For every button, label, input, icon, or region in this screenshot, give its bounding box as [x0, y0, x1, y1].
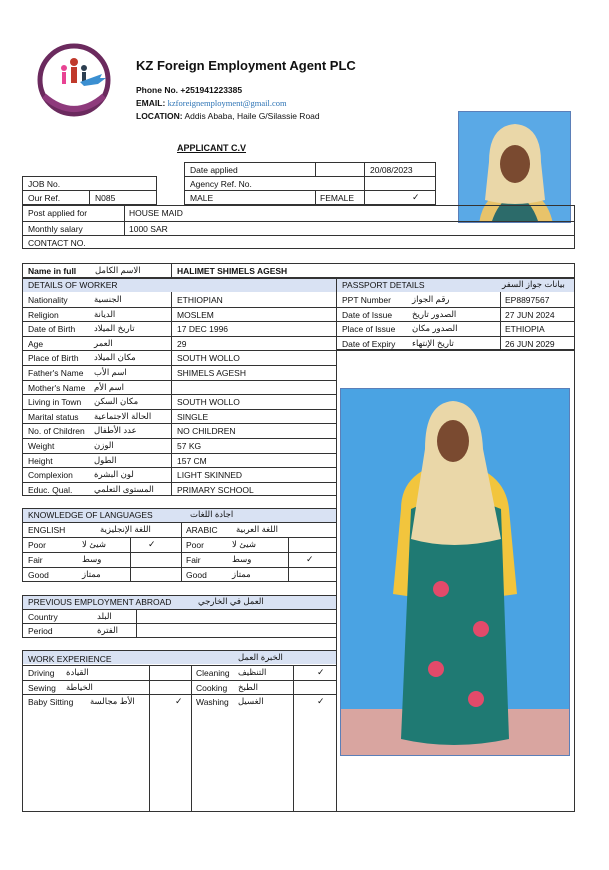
worker-heading: DETAILS OF WORKER — [28, 280, 118, 290]
language-level-ar-ar: وسط — [232, 554, 252, 564]
worker-row-label-ar: مكان الميلاد — [94, 352, 136, 363]
passport-row-label-ar: رقم الجواز — [412, 294, 450, 304]
worker-row-divider — [22, 423, 337, 424]
passport-heading-ar: بيانات جواز السفر — [502, 279, 565, 289]
work-skill-check: ✓ — [175, 696, 183, 706]
worker-row-label: Complexion — [28, 470, 73, 481]
worker-row-label: Father's Name — [28, 368, 84, 378]
language-level-ar-ar: شيئ لا — [232, 539, 256, 549]
passport-row-value: 26 JUN 2029 — [505, 338, 555, 349]
worker-row-label-ar: الوزن — [94, 440, 114, 450]
worker-row-label-ar: الجنسية — [94, 294, 122, 304]
worker-row-value: LIGHT SKINNED — [177, 470, 243, 481]
worker-row-value: SHIMELS AGESH — [177, 368, 246, 378]
work-skill-label: Cleaning — [196, 668, 230, 678]
languages-heading-ar: اجادة اللغات — [190, 509, 234, 519]
work-skill-label-ar: التنظيف — [238, 667, 267, 677]
worker-row-label-ar: مكان السكن — [94, 396, 139, 407]
company-phone — [136, 85, 242, 95]
salary-label: Monthly salary — [28, 224, 83, 234]
passport-row-value: ETHIOPIA — [505, 324, 545, 334]
location-value: Addis Ababa, Haile G/Silassie Road — [184, 111, 320, 121]
email-label: EMAIL: — [136, 98, 166, 108]
worker-row-value: 157 CM — [177, 455, 207, 466]
language-level-en-ar: ممتاز — [82, 569, 101, 579]
period-label: Period — [28, 626, 53, 636]
worker-row-divider — [22, 467, 337, 468]
worker-row-value: NO CHILDREN — [177, 426, 236, 437]
phone-label: Phone No. — [136, 85, 179, 95]
language-level-ar-ar: ممتاز — [232, 569, 251, 579]
worker-row-divider — [22, 350, 337, 351]
language-level-ar: Poor — [186, 540, 204, 550]
worker-row-label: Date of Birth — [28, 324, 76, 335]
passport-row-label-ar: تاريخ الإنتهاء — [412, 337, 454, 348]
arabic-label: ARABIC — [186, 525, 218, 535]
worker-row-label: Educ. Qual. — [28, 484, 73, 495]
our-ref-label: Our Ref. — [28, 193, 61, 203]
worker-row-label: Place of Birth — [28, 353, 79, 364]
worker-row-divider — [22, 453, 337, 454]
our-ref-value: N085 — [95, 193, 116, 203]
language-ar-check: ✓ — [306, 554, 314, 564]
worker-row-label-ar: تاريخ الميلاد — [94, 323, 135, 334]
work-skill-label-ar: الخياطة — [66, 681, 93, 692]
worker-row-divider — [22, 409, 337, 410]
worker-row-divider — [22, 438, 337, 439]
language-level-en-ar: وسط — [82, 554, 102, 564]
phone-value: +251941223385 — [180, 85, 243, 95]
date-applied-label: Date applied — [190, 165, 238, 175]
worker-row-value: 57 KG — [177, 441, 202, 451]
passport-row-label-ar: الصدور مكان — [412, 323, 458, 333]
passport-row-divider — [336, 321, 575, 322]
worker-row-label-ar: الطول — [94, 454, 117, 465]
worker-row-value: SOUTH WOLLO — [177, 397, 240, 408]
worker-row-label-ar: الحالة الاجتماعية — [94, 410, 152, 421]
worker-row-label-ar: لون البشرة — [94, 469, 134, 480]
female-label: FEMALE — [320, 193, 355, 203]
worker-row-label: Height — [28, 455, 53, 466]
work-skill-check: ✓ — [317, 667, 325, 677]
english-label-ar: اللغة الإنجليزية — [100, 524, 151, 534]
passport-row-value: 27 JUN 2024 — [505, 309, 555, 320]
work-skill-label-ar: الأط مجالسة — [90, 696, 135, 706]
worker-row-label-ar: المستوى التعلمي — [94, 483, 154, 494]
country-label: Country — [28, 612, 58, 622]
language-level-ar: Fair — [186, 555, 201, 565]
passport-heading: PASSPORT DETAILS — [342, 280, 425, 290]
name-label-ar: الاسم الكامل — [95, 265, 141, 275]
passport-row-label: PPT Number — [342, 295, 391, 305]
worker-row-value: PRIMARY SCHOOL — [177, 484, 254, 495]
worker-row-value: SINGLE — [177, 411, 209, 422]
work-skill-label-ar: القيادة — [66, 667, 89, 677]
contact-label: CONTACT NO. — [28, 238, 86, 248]
worker-row-value: SOUTH WOLLO — [177, 353, 240, 364]
worker-row-label-ar: اسم الأم — [94, 381, 124, 392]
passport-row-label-ar: الصدور تاريخ — [412, 308, 457, 319]
email-value[interactable]: kzforeignemployment@gmail.com — [167, 98, 287, 108]
work-skill-label: Washing — [196, 697, 229, 707]
language-level-en: Fair — [28, 555, 43, 565]
worker-row-divider — [22, 482, 337, 483]
english-label: ENGLISH — [28, 525, 66, 535]
language-row-divider — [22, 552, 337, 553]
language-row-divider — [22, 567, 337, 568]
language-en-check: ✓ — [148, 539, 156, 549]
previous-heading: PREVIOUS EMPLOYMENT ABROAD — [28, 597, 172, 607]
location-label: LOCATION: — [136, 111, 183, 121]
company-email — [136, 98, 287, 108]
work-skill-label: Driving — [28, 668, 55, 678]
worker-row-value: 29 — [177, 338, 187, 349]
work-skill-label: Sewing — [28, 682, 56, 693]
arabic-label-ar: اللغة العربية — [236, 524, 279, 534]
worker-row-label: Marital status — [28, 411, 79, 422]
worker-row-value: ETHIOPIAN — [177, 295, 223, 305]
language-level-en: Good — [28, 570, 49, 580]
period-label-ar: الفترة — [97, 625, 118, 635]
worker-row-label: Religion — [28, 309, 59, 320]
job-no-label: JOB No. — [28, 179, 61, 189]
worker-row-label-ar: العمر — [94, 337, 113, 348]
worker-row-label-ar: عدد الأطفال — [94, 425, 137, 436]
post-label: Post applied for — [28, 208, 88, 218]
language-level-en-ar: شيئ لا — [82, 539, 106, 549]
worker-row-label: No. of Children — [28, 426, 85, 437]
female-check: ✓ — [412, 192, 420, 202]
previous-heading-ar: العمل في الخارجي — [198, 596, 264, 606]
country-label-ar: البلد — [97, 611, 112, 621]
post-grid — [22, 205, 575, 249]
worker-row-divider — [22, 394, 337, 395]
passport-row-label: Date of Expiry — [342, 338, 396, 349]
work-skill-check: ✓ — [317, 696, 325, 706]
worker-row-label: Age — [28, 338, 44, 349]
work-skill-label: Cooking — [196, 682, 228, 693]
worker-row-value: 17 DEC 1996 — [177, 324, 229, 335]
passport-row-divider — [336, 307, 575, 308]
company-name: KZ Foreign Employment Agent PLC — [136, 58, 356, 73]
work-heading: WORK EXPERIENCE — [28, 654, 112, 664]
company-logo — [34, 42, 114, 118]
passport-row-divider — [336, 336, 575, 337]
worker-row-divider — [22, 336, 337, 337]
passport-row-value: EP8897567 — [505, 295, 550, 305]
agency-ref-label: Agency Ref. No. — [190, 179, 252, 189]
photo-frame — [336, 350, 575, 812]
worker-row-value: MOSLEM — [177, 309, 214, 320]
worker-row-divider — [22, 380, 337, 381]
worker-row-divider — [22, 307, 337, 308]
passport-row-label: Date of Issue — [342, 309, 393, 320]
worker-row-label: Living in Town — [28, 397, 82, 408]
worker-row-label-ar: الديانة — [94, 308, 116, 319]
work-skill-label-ar: الغسيل — [238, 696, 264, 706]
worker-row-label-ar: اسم الأب — [94, 367, 127, 377]
work-skill-label-ar: الطبخ — [238, 681, 258, 692]
name-label: Name in full — [28, 266, 77, 276]
worker-row-label: Mother's Name — [28, 382, 86, 393]
company-location — [136, 111, 320, 121]
name-value: HALIMET SHIMELS AGESH — [177, 266, 288, 276]
cv-title: APPLICANT C.V — [177, 143, 247, 153]
work-skill-label: Baby Sitting — [28, 697, 74, 707]
worker-row-divider — [22, 321, 337, 322]
language-level-en: Poor — [28, 540, 46, 550]
salary-value: 1000 SAR — [129, 224, 168, 234]
languages-heading: KNOWLEDGE OF LANGUAGES — [28, 510, 153, 520]
worker-row-divider — [22, 365, 337, 366]
date-applied-value: 20/08/2023 — [370, 165, 413, 175]
post-value: HOUSE MAID — [129, 208, 183, 218]
male-label: MALE — [190, 193, 214, 203]
passport-row-label: Place of Issue — [342, 324, 396, 334]
work-heading-ar: الخبرة العمل — [238, 652, 283, 662]
worker-row-label: Weight — [28, 441, 55, 451]
language-level-ar: Good — [186, 570, 207, 580]
worker-row-label: Nationality — [28, 295, 68, 305]
